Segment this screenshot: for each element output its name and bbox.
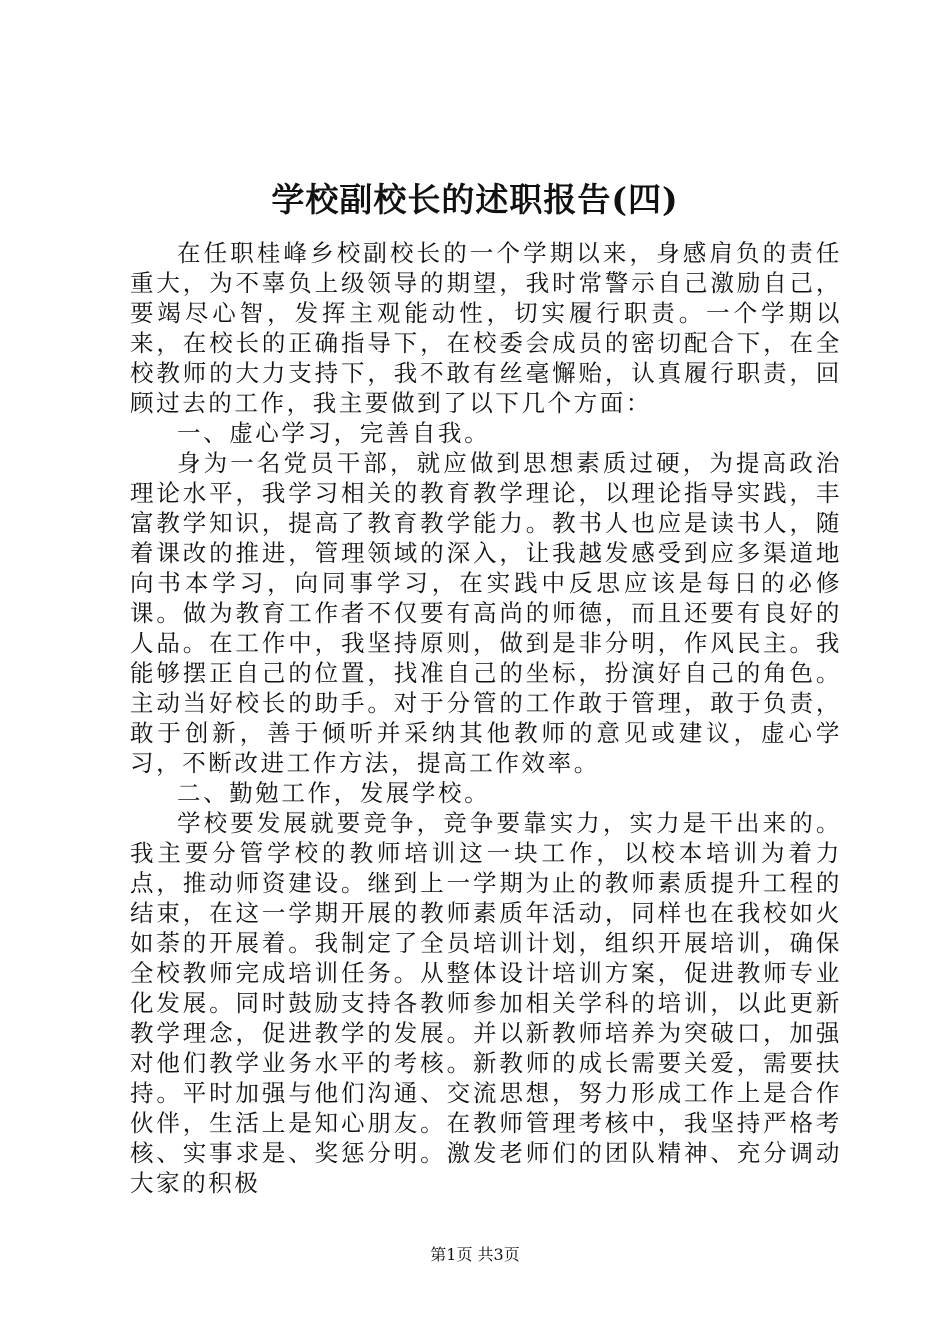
- intro-paragraph: 在任职桂峰乡校副校长的一个学期以来，身感肩负的责任重大，为不辜负上级领导的期望，我时常警示自己激励自己，要竭尽心智，发挥主观能动性，切实履行职责。一个学期以来，在校长的正确指导下，在校委会成员的密切配合下，在全校教师的大力支持下，我不敢有丝毫懈贻，认真履行职责，回顾过去的工作，我主要做到了以下几个方面：: [130, 239, 842, 417]
- section-heading-1: 一、虚心学习，完善自我。: [177, 419, 491, 447]
- section-2-paragraph: 学校要发展就要竞争，竞争要靠实力，实力是干出来的。我主要分管学校的教师培训这一块工作，以校本培训为着力点，推动师资建设。继到上一学期为止的教师素质提升工程的结束，在这一学期开展的教师素质年活动，同样也在我校如火如荼的开展着。我制定了全员培训计划，组织开展培训，确保全校教师完成培训任务。从整体设计培训方案，促进教师专业化发展。同时鼓励支持各教师参加相关学科的培训，以此更新教学理念，促进教学的发展。并以新教师培养为突破口，加强对他们教学业务水平的考核。新教师的成长需要关爱，需要扶持。平时加强与他们沟通、交流思想，努力形成工作上是合作伙伴，生活上是知心朋友。在教师管理考核中，我坚持严格考核、实事求是、奖惩分明。激发老师们的团队精神、充分调动大家的积极: [130, 809, 842, 1197]
- section-heading-2: 二、勤勉工作，发展学校。: [177, 779, 491, 807]
- document-title: 学校副校长的述职报告(四): [271, 180, 679, 219]
- document-body: [130, 238, 842, 1198]
- page-number-footer: 第1页 共3页: [430, 1245, 520, 1264]
- section-1-paragraph: 身为一名党员干部，就应做到思想素质过硬，为提高政治理论水平，我学习相关的教育教学理论，以理论指导实践，丰富教学知识，提高了教育教学能力。教书人也应是读书人，随着课改的推进，管理领域的深入，让我越发感受到应多渠道地向书本学习，向同事学习，在实践中反思应该是每日的必修课。做为教育工作者不仅要有高尚的师德，而且还要有良好的人品。在工作中，我坚持原则，做到是非分明，作风民主。我能够摆正自己的位置，找准自己的坐标，扮演好自己的角色。主动当好校长的助手。对于分管的工作敢于管理，敢于负责，敢于创新，善于倾听并采纳其他教师的意见或建议，虚心学习，不断改进工作方法，提高工作效率。: [130, 449, 842, 777]
